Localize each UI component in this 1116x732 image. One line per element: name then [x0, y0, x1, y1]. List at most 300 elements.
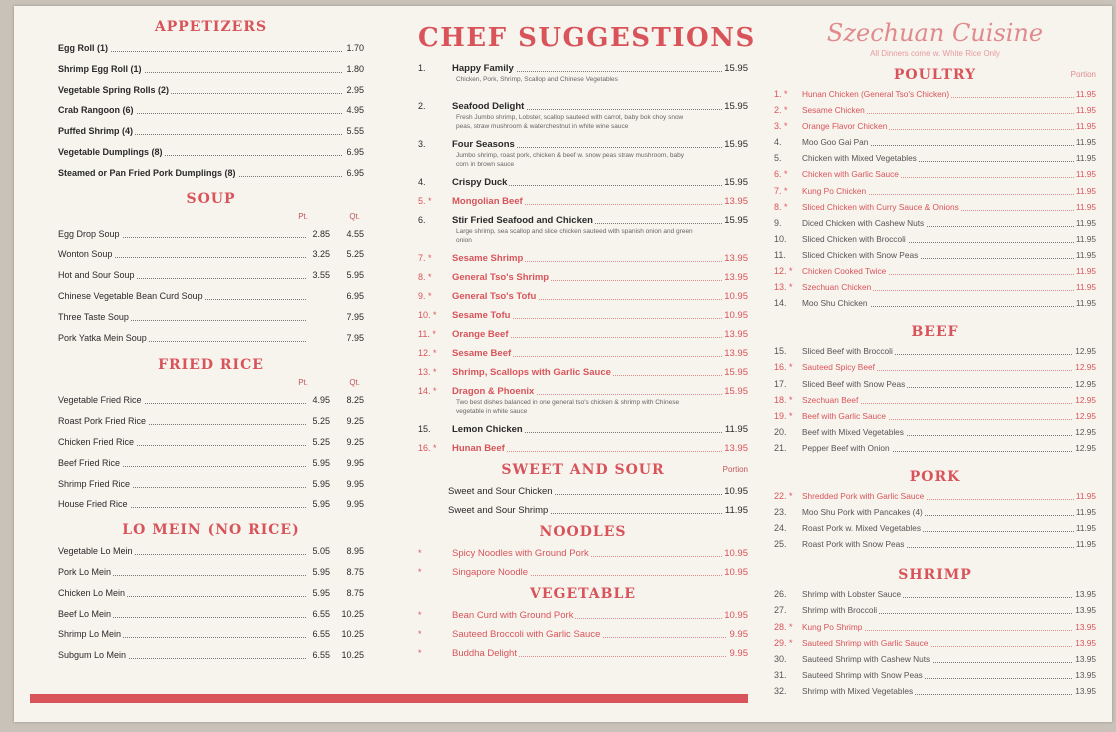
item-price: 13.95 [724, 348, 748, 359]
item-name: Bean Curd with Ground Pork [452, 610, 574, 621]
item-number: 15. [774, 346, 787, 357]
menu-item [774, 263, 1096, 279]
menu-item [774, 279, 1096, 295]
item-price: 13.95 [724, 272, 748, 283]
spicy-star-icon: * [418, 629, 422, 639]
item-price: 11.95 [1075, 266, 1096, 277]
item-number: 3. [418, 139, 426, 149]
item-name: Chicken Fried Rice [58, 436, 135, 447]
item-name: Four Seasons [452, 139, 515, 150]
item-number: 24. [774, 523, 787, 534]
fried-rice-title: FRIED RICE [158, 357, 264, 374]
pint-label: Pt. [298, 378, 308, 388]
menu-item [774, 166, 1096, 182]
menu-item [58, 604, 364, 625]
menu-item [418, 191, 748, 210]
item-name: Sweet and Sour Shrimp [448, 505, 549, 516]
menu-item [774, 231, 1096, 247]
item-name: House Fried Rice [58, 499, 128, 510]
spicy-star-icon: * [418, 648, 422, 658]
item-number: 21. [774, 442, 787, 453]
item-price: 12.95 [1075, 442, 1096, 453]
item-price-pint: 2.85 [312, 228, 330, 239]
item-name: Roast Pork Fried Rice [58, 416, 147, 427]
item-number: 7. * [418, 253, 432, 263]
item-number: 13. * [418, 367, 437, 377]
item-price: 10.95 [724, 610, 748, 621]
spicy-star-icon: * [418, 548, 422, 558]
item-name: Shredded Pork with Garlic Sauce [802, 490, 925, 501]
menu-item [774, 424, 1096, 440]
menu-item [774, 295, 1096, 311]
item-name: Chicken with Mixed Vegetables [802, 153, 917, 164]
item-name: Pork Yatka Mein Soup [58, 332, 147, 343]
item-price: 15.95 [724, 367, 748, 378]
item-price: 13.95 [1075, 605, 1096, 616]
item-name: Roast Pork w. Mixed Vegetables [802, 523, 921, 534]
menu-item [58, 390, 364, 411]
item-price: 15.95 [724, 386, 748, 397]
item-price: 11.95 [1075, 233, 1096, 244]
item-number: 6. * [774, 169, 788, 180]
column-middle [418, 18, 756, 662]
item-number: 8. * [418, 272, 432, 282]
menu-item [418, 419, 748, 438]
item-number: 11. * [418, 329, 436, 339]
menu-item [58, 80, 364, 101]
item-price: 1.80 [346, 63, 364, 74]
menu-item [774, 247, 1096, 263]
item-price: 11.95 [1075, 507, 1096, 518]
item-price: 13.95 [724, 329, 748, 340]
menu-item [774, 343, 1096, 359]
lo-mein-list [58, 541, 364, 666]
menu-item [58, 307, 364, 328]
item-name: Sauteed Shrimp with Snow Peas [802, 669, 923, 680]
item-number: 13. * [774, 282, 793, 293]
sweet-sour-title-text: SWEET AND SOUR [501, 462, 665, 478]
menu-item [58, 59, 364, 80]
menu-item [58, 474, 364, 495]
appetizers-list [58, 38, 364, 184]
item-number: 16. * [418, 443, 437, 453]
item-price-quart: 8.25 [346, 395, 364, 406]
item-price-quart: 10.25 [341, 650, 364, 661]
item-price-pint: 5.95 [312, 478, 330, 489]
item-number: 14. * [418, 386, 437, 396]
item-price: 12.95 [1075, 394, 1096, 405]
menu-item [774, 183, 1096, 199]
item-name: Sesame Beef [452, 348, 512, 359]
menu-item [58, 645, 364, 666]
menu-item [418, 267, 748, 286]
item-number: 18. * [774, 394, 793, 405]
menu-item [774, 392, 1096, 408]
item-price: 12.95 [1075, 362, 1096, 373]
item-price: 15.95 [724, 63, 748, 74]
item-price-quart: 7.95 [346, 311, 364, 322]
menu-item [774, 520, 1096, 536]
item-price: 11.95 [1075, 249, 1096, 260]
chef-suggestions-title: CHEF SUGGESTIONS [418, 23, 756, 53]
item-number: 4. [774, 137, 782, 148]
menu-item [58, 494, 364, 515]
menu-item [418, 362, 748, 381]
item-name: Beef with Mixed Vegetables [802, 426, 904, 437]
item-price: 2.95 [346, 84, 364, 95]
item-name: Stir Fried Seafood and Chicken [452, 215, 593, 226]
item-price-pint: 5.95 [312, 499, 330, 510]
poultry-title [774, 64, 1096, 86]
item-price-quart: 9.25 [346, 416, 364, 427]
noodles-list [418, 543, 748, 581]
item-price-quart: 9.95 [346, 457, 364, 468]
menu-item [774, 150, 1096, 166]
item-price: 12.95 [1075, 426, 1096, 437]
item-price-quart: 4.55 [346, 228, 364, 239]
menu-item [418, 286, 748, 305]
item-number: 15. [418, 424, 431, 434]
item-price: 15.95 [724, 177, 748, 188]
item-price: 13.95 [1075, 685, 1096, 696]
item-name: Sesame Tofu [452, 310, 511, 321]
vegetable-list [418, 605, 748, 662]
item-name: Shrimp with Broccoli [802, 605, 878, 616]
item-name: Pork Lo Mein [58, 566, 112, 577]
item-name: Beef Fried Rice [58, 457, 121, 468]
item-number: 27. [774, 605, 787, 616]
item-name: Mongolian Beef [452, 196, 523, 207]
fried-rice-size-header [58, 376, 364, 390]
item-name: Vegetable Fried Rice [58, 395, 142, 406]
szechuan-cuisine-title: Szechuan Cuisine [826, 19, 1044, 47]
item-number: 2. * [774, 105, 788, 116]
item-name: Dragon & Phoenix [452, 386, 535, 397]
item-number: 32. [774, 685, 787, 696]
menu-item [418, 324, 748, 343]
item-price: 10.95 [724, 486, 748, 497]
menu-item [448, 500, 748, 519]
column-right [774, 18, 1096, 699]
item-name: Szechuan Beef [802, 394, 859, 405]
item-number: 2. [418, 101, 426, 111]
menu-item [774, 667, 1096, 683]
item-price: 11.95 [1075, 169, 1096, 180]
item-number: 5. * [418, 196, 432, 206]
item-description: Jumbo shrimp, roast pork, chicken & beef w. snow peas straw mushroom, baby corn in brown sauce [456, 152, 684, 168]
item-price-pint: 5.05 [312, 546, 330, 557]
quart-label: Qt. [349, 211, 360, 221]
item-price: 12.95 [1075, 378, 1096, 389]
item-number: 28. * [774, 621, 793, 632]
item-number: 20. [774, 426, 787, 437]
item-price: 11.95 [1075, 217, 1096, 228]
pint-label: Pt. [298, 211, 308, 221]
menu-item [58, 541, 364, 562]
item-name: Chicken Cooked Twice [802, 266, 887, 277]
item-name: Sauteed Broccoli with Garlic Sauce [452, 629, 601, 640]
menu-item [58, 121, 364, 142]
item-price-quart: 9.95 [346, 499, 364, 510]
item-price: 13.95 [724, 443, 748, 454]
item-name: Singapore Noodle [452, 567, 529, 578]
item-price: 10.95 [724, 567, 748, 578]
menu-item [418, 438, 748, 457]
menu-item [58, 38, 364, 59]
item-number: 1. [418, 63, 426, 73]
item-name: Shrimp Lo Mein [58, 629, 122, 640]
item-name: Subgum Lo Mein [58, 650, 127, 661]
vegetable-title: VEGETABLE [529, 586, 637, 602]
item-price: 13.95 [1075, 637, 1096, 648]
item-number: 12. * [774, 266, 793, 277]
item-name: Sliced Chicken with Broccoli [802, 233, 906, 244]
chef-list [418, 58, 748, 457]
pork-list [774, 488, 1096, 552]
item-name: Beef Lo Mein [58, 608, 112, 619]
item-price: 11.95 [1075, 153, 1096, 164]
item-name: Sauteed Shrimp with Garlic Sauce [802, 637, 929, 648]
menu-item [58, 328, 364, 349]
item-name: Lemon Chicken [452, 424, 523, 435]
item-price-quart: 9.95 [346, 478, 364, 489]
item-name: Pepper Beef with Onion [802, 442, 890, 453]
item-name: General Tso's Shrimp [452, 272, 550, 283]
menu-item [774, 586, 1096, 602]
item-price: 11.95 [1075, 185, 1096, 196]
menu-item [418, 96, 748, 134]
item-number: 8. * [774, 201, 788, 212]
item-name: Orange Beef [452, 329, 509, 340]
item-number: 31. [774, 669, 787, 680]
item-name: Beef with Garlic Sauce [802, 410, 886, 421]
menu-item [418, 343, 748, 362]
menu-item [774, 199, 1096, 215]
item-name: Orange Flavor Chicken [802, 121, 888, 132]
item-name: Vegetable Dumplings (8) [58, 146, 163, 157]
item-price: 11.95 [1075, 137, 1096, 148]
item-price: 11.95 [1075, 121, 1096, 132]
item-price: 13.95 [1075, 589, 1096, 600]
item-price-quart: 5.95 [346, 270, 364, 281]
item-name: Happy Family [452, 63, 514, 74]
item-name: General Tso's Tofu [452, 291, 537, 302]
menu-item [418, 58, 748, 96]
menu-sheet [14, 6, 1112, 722]
bottom-red-bar [30, 694, 748, 703]
menu-item [448, 481, 748, 500]
item-name: Seafood Delight [452, 101, 525, 112]
item-number: 4. [418, 177, 426, 187]
rice-note: All Dinners come w. White Rice Only [870, 49, 1000, 58]
menu-item [58, 100, 364, 121]
soup-list [58, 224, 364, 349]
item-name: Egg Roll (1) [58, 43, 108, 53]
item-price: 13.95 [1075, 653, 1096, 664]
item-name: Crab Rangoon (6) [58, 105, 134, 116]
item-price-pint: 5.25 [312, 436, 330, 447]
menu-item [58, 244, 364, 265]
item-price-quart: 8.75 [346, 587, 364, 598]
menu-item [774, 215, 1096, 231]
item-price: 11.95 [1075, 282, 1096, 293]
item-price: 15.95 [724, 101, 748, 112]
item-price: 10.95 [724, 310, 748, 321]
item-name: Steamed or Pan Fried Pork Dumplings (8) [58, 167, 236, 178]
menu-item [58, 224, 364, 245]
item-number: 3. * [774, 121, 788, 132]
item-description: Fresh Jumbo shrimp, Lobster, scallop sauteed with carrot, baby bok choy snow peas, straw mushroom & waterchestnut in white wine sauce [456, 114, 684, 130]
item-description: Chicken, Pork, Shrimp, Scallop and Chinese Vegetables [456, 76, 618, 83]
item-number: 12. * [418, 348, 437, 358]
item-price-pint: 6.55 [312, 650, 330, 661]
menu-item [418, 305, 748, 324]
item-price: 11.95 [724, 424, 748, 435]
poultry-list [774, 86, 1096, 311]
item-name: Puffed Shrimp (4) [58, 126, 134, 137]
item-description: Two best dishes balanced in one general tso's chicken & shrimp with Chinese vegetable in white sauce [456, 399, 680, 415]
item-name: Hunan Chicken (General Tso's Chicken) [802, 89, 950, 99]
item-name: Sweet and Sour Chicken [448, 486, 553, 497]
menu-item [774, 134, 1096, 150]
item-name: Shrimp with Mixed Vegetables [802, 685, 914, 696]
item-price-quart: 10.25 [341, 608, 364, 619]
item-price-pint: 4.95 [312, 395, 330, 406]
menu-item [418, 134, 748, 172]
item-name: Sliced Chicken with Snow Peas [802, 249, 919, 260]
menu-item [58, 411, 364, 432]
item-name: Sauteed Shrimp with Cashew Nuts [802, 653, 931, 664]
item-price: 6.95 [346, 146, 364, 157]
portion-label: Portion [722, 465, 748, 474]
soup-title: SOUP [186, 190, 236, 207]
menu-item [58, 562, 364, 583]
item-number: 19. * [774, 410, 793, 421]
item-name: Sliced Chicken with Curry Sauce & Onions [802, 201, 959, 212]
spicy-star-icon: * [418, 567, 422, 577]
item-price-quart: 5.25 [346, 249, 364, 260]
item-price: 4.95 [346, 105, 364, 116]
menu-item [58, 583, 364, 604]
item-number: 25. [774, 539, 787, 550]
item-price: 1.70 [346, 43, 364, 53]
menu-item [58, 265, 364, 286]
menu-item [418, 624, 748, 643]
menu-item [418, 643, 748, 662]
menu-item [774, 602, 1096, 618]
item-price: 11.95 [1075, 539, 1096, 550]
item-price-pint: 5.95 [312, 587, 330, 598]
item-price: 15.95 [724, 139, 748, 150]
sweet-sour-list [418, 481, 748, 519]
menu-item [774, 536, 1096, 552]
spicy-star-icon: * [418, 610, 422, 620]
menu-item [774, 408, 1096, 424]
menu-item [418, 605, 748, 624]
menu-item [418, 248, 748, 267]
item-price: 12.95 [1075, 410, 1096, 421]
item-name: Roast Pork with Snow Peas [802, 539, 905, 550]
item-name: Sliced Beef with Snow Peas [802, 378, 906, 389]
item-number: 5. [774, 153, 782, 164]
quart-label: Qt. [349, 378, 360, 388]
menu-item [774, 635, 1096, 651]
item-price: 13.95 [1075, 669, 1096, 680]
column-left [58, 16, 364, 666]
item-price: 15.95 [724, 215, 748, 226]
item-name: Three Taste Soup [58, 311, 129, 322]
item-price-quart: 7.95 [346, 332, 364, 343]
item-price: 9.95 [729, 629, 748, 640]
item-name: Shrimp Egg Roll (1) [58, 63, 142, 74]
item-name: Chicken Lo Mein [58, 587, 126, 598]
appetizers-title: APPETIZERS [154, 19, 268, 35]
item-number: 22. * [774, 490, 793, 501]
item-price: 11.95 [1075, 201, 1096, 212]
menu-item [418, 172, 748, 191]
item-number: 16. * [774, 362, 793, 373]
item-price-pint: 6.55 [312, 608, 330, 619]
item-price-quart: 6.95 [346, 290, 364, 301]
menu-item [774, 683, 1096, 699]
item-price: 6.95 [346, 167, 364, 178]
item-name: Kung Po Shrimp [802, 621, 863, 632]
item-price-quart: 10.25 [341, 629, 364, 640]
menu-item [58, 453, 364, 474]
item-name: Moo Shu Pork with Pancakes (4) [802, 507, 923, 518]
item-number: 17. [774, 378, 787, 389]
item-price-quart: 9.25 [346, 436, 364, 447]
item-name: Hunan Beef [452, 443, 505, 454]
menu-item [418, 210, 748, 248]
menu-item [774, 619, 1096, 635]
item-price: 12.95 [1075, 346, 1096, 357]
menu-item [774, 359, 1096, 375]
item-name: Sesame Chicken [802, 105, 865, 116]
menu-item [58, 286, 364, 307]
item-number: 6. [418, 215, 426, 225]
item-price-pint: 3.25 [312, 249, 330, 260]
menu-item [58, 163, 364, 184]
item-price: 10.95 [724, 291, 748, 302]
item-name: Kung Po Chicken [802, 185, 867, 196]
item-price-pint: 5.25 [312, 416, 330, 427]
item-number: 29. * [774, 637, 793, 648]
item-name: Diced Chicken with Cashew Nuts [802, 217, 925, 228]
item-name: Moo Goo Gai Pan [802, 137, 869, 148]
item-number: 7. * [774, 185, 788, 196]
item-number: 10. * [418, 310, 437, 320]
item-name: Shrimp with Lobster Sauce [802, 589, 902, 600]
item-name: Sesame Shrimp [452, 253, 524, 264]
menu-item [418, 381, 748, 419]
item-price-pint: 3.55 [312, 270, 330, 281]
item-price: 11.95 [1075, 298, 1096, 309]
item-price: 11.95 [1075, 490, 1096, 501]
item-number: 14. [774, 298, 787, 309]
portion-label: Portion [1070, 70, 1096, 79]
menu-item [418, 562, 748, 581]
menu-item [774, 651, 1096, 667]
item-name: Hot and Sour Soup [58, 270, 135, 281]
item-price-pint: 6.55 [312, 629, 330, 640]
item-name: Spicy Noodles with Ground Pork [452, 548, 589, 559]
sweet-sour-title [418, 459, 748, 481]
item-name: Buddha Delight [452, 648, 517, 659]
item-name: Shrimp Fried Rice [58, 478, 131, 489]
item-name: Vegetable Lo Mein [58, 546, 133, 557]
item-name: Shrimp, Scallops with Garlic Sauce [452, 367, 611, 378]
